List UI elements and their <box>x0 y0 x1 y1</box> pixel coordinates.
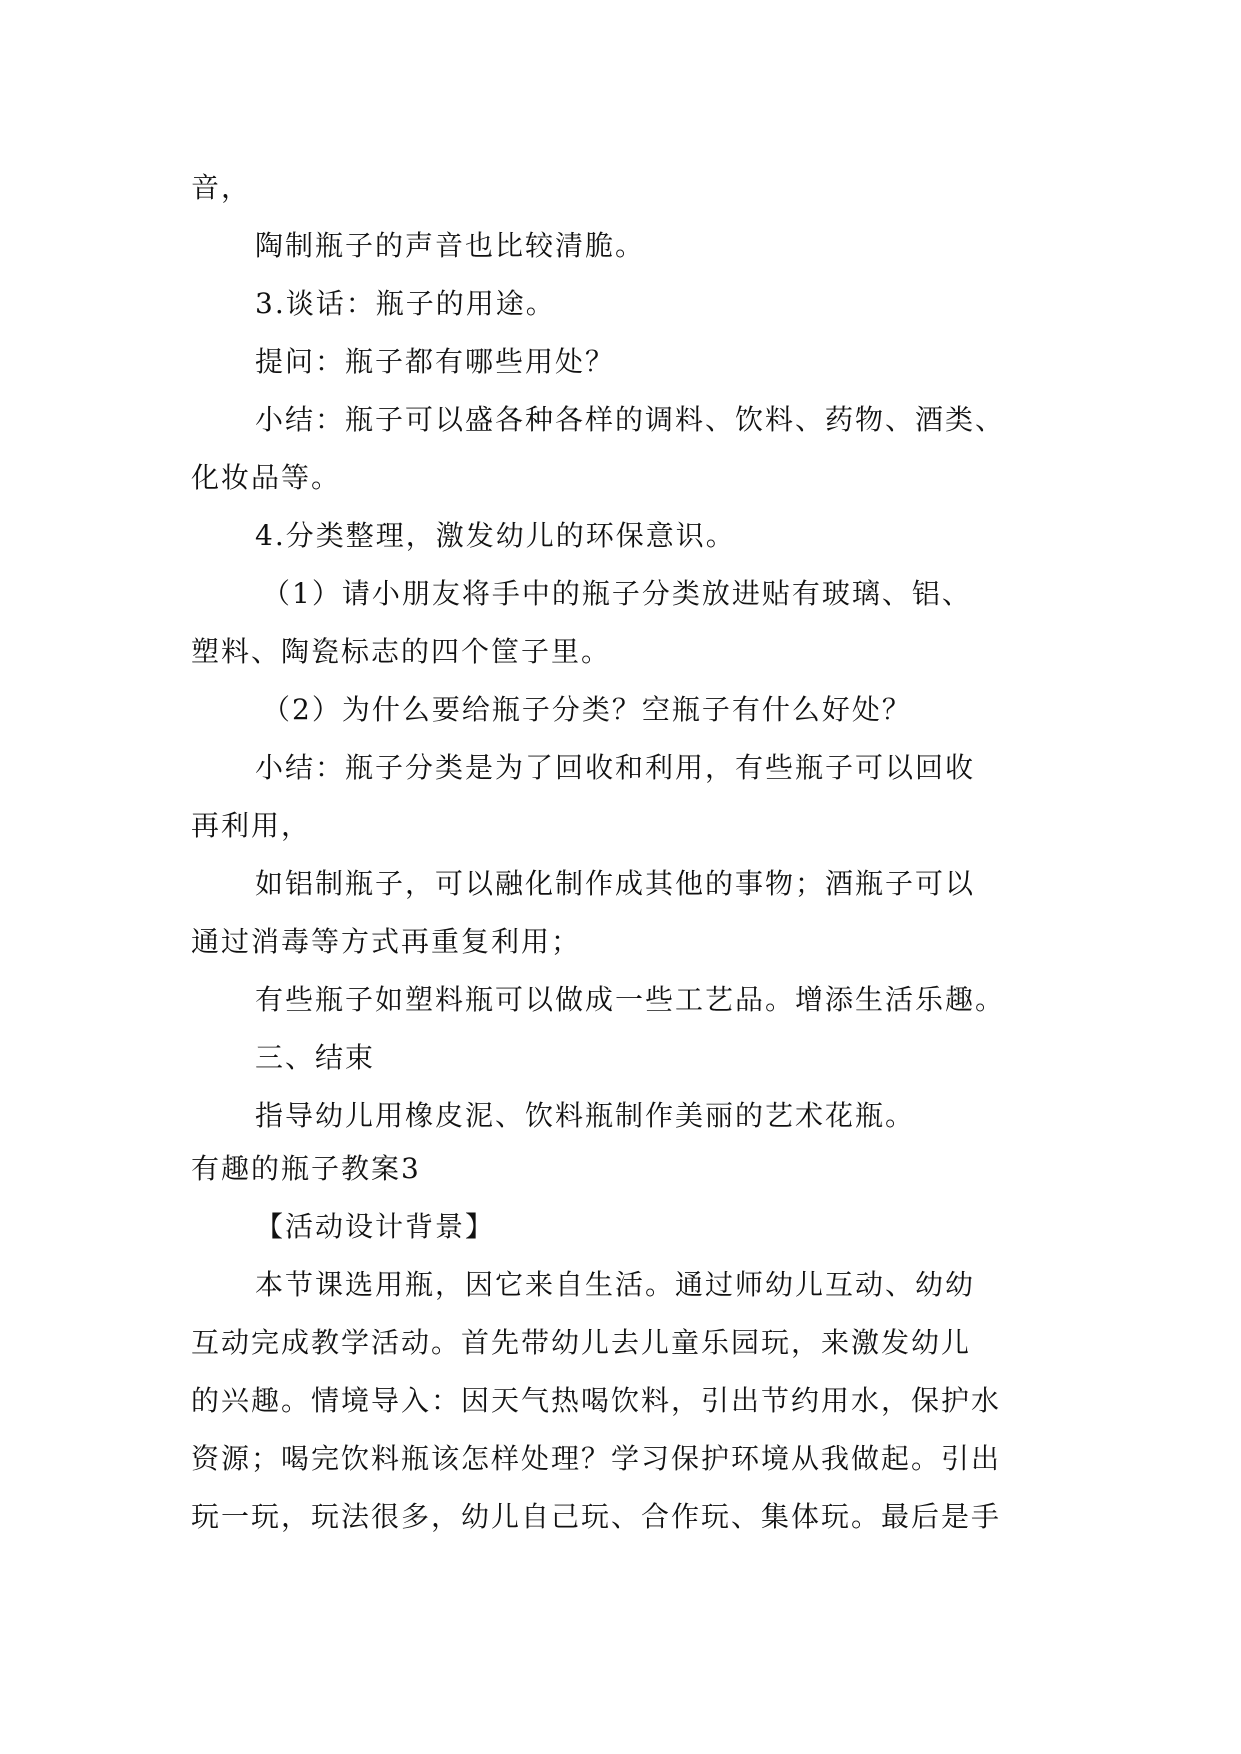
text-line: 资源；喝完饮料瓶该怎样处理？学习保护环境从我做起。引出 <box>191 1442 1002 1475</box>
text-line: 有些瓶子如塑料瓶可以做成一些工艺品。增添生活乐趣。 <box>255 983 1006 1016</box>
text-line: 3.谈话：瓶子的用途。 <box>255 287 556 320</box>
text-line: 【活动设计背景】 <box>255 1210 496 1243</box>
text-line: 如铝制瓶子，可以融化制作成其他的事物；酒瓶子可以 <box>255 867 976 900</box>
text-line: 小结：瓶子分类是为了回收和利用，有些瓶子可以回收 <box>255 751 976 784</box>
text-line: 互动完成教学活动。首先带幼儿去儿童乐园玩，来激发幼儿 <box>191 1326 972 1359</box>
text-line: 指导幼儿用橡皮泥、饮料瓶制作美丽的艺术花瓶。 <box>255 1099 916 1132</box>
text-line: 音， <box>191 171 252 204</box>
text-line: 化妆品等。 <box>191 461 342 494</box>
text-line: 再利用， <box>191 809 312 842</box>
text-line: 的兴趣。情境导入：因天气热喝饮料，引出节约用水，保护水 <box>191 1384 1002 1417</box>
text-line: 玩一玩，玩法很多，幼儿自己玩、合作玩、集体玩。最后是手 <box>191 1500 1002 1533</box>
text-line: 4.分类整理，激发幼儿的环保意识。 <box>255 519 736 552</box>
section-heading: 有趣的瓶子教案3 <box>191 1152 421 1185</box>
text-line: 塑料、陶瓷标志的四个筐子里。 <box>191 635 612 668</box>
text-line: 通过消毒等方式再重复利用； <box>191 925 582 958</box>
text-line: 小结：瓶子可以盛各种各样的调料、饮料、药物、酒类、 <box>255 403 1006 436</box>
text-line: 本节课选用瓶，因它来自生活。通过师幼儿互动、幼幼 <box>255 1268 976 1301</box>
text-line: 提问：瓶子都有哪些用处？ <box>255 345 616 378</box>
text-line: 三、结束 <box>255 1041 376 1074</box>
text-line: （1）请小朋友将手中的瓶子分类放进贴有玻璃、铝、 <box>262 577 972 610</box>
text-line: （2）为什么要给瓶子分类？空瓶子有什么好处？ <box>262 693 912 726</box>
text-line: 陶制瓶子的声音也比较清脆。 <box>255 229 646 262</box>
